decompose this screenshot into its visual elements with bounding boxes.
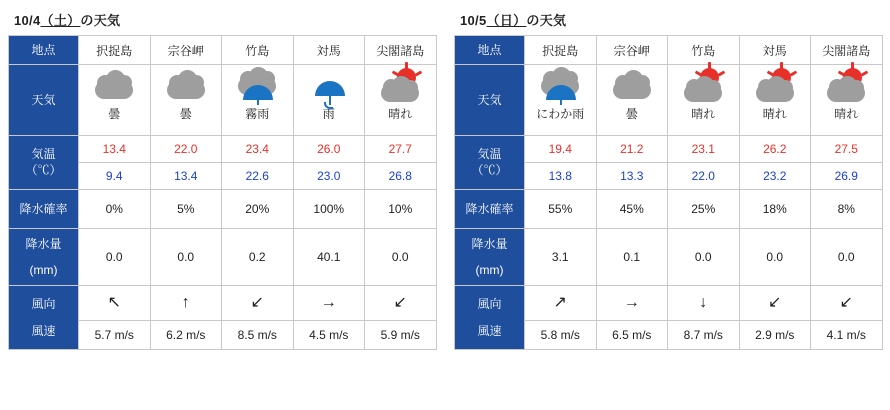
weather-label-0: 曇 [108,107,121,121]
wind-dir-4 [811,286,883,321]
location-header-0: 択捉島 [525,36,597,65]
weather-label-1: 曇 [179,107,192,121]
weather-cell-0 [525,65,597,136]
weather-panel-day2 [454,8,882,350]
table-row-locations [9,36,437,65]
wind-dir-2 [222,286,294,321]
rain-label-line2: (mm) [29,263,58,277]
weather-cell-4 [811,65,883,136]
table-row-rainfall [9,229,437,286]
temp-low-4: 26.8 [365,163,437,190]
rain-3: 0.0 [739,229,811,286]
rain-1: 0.0 [150,229,222,286]
wind-arrow-icon: → [320,294,337,311]
weather-panel-day1 [8,8,436,350]
wind-dir-3 [293,286,365,321]
temp-low-1: 13.4 [150,163,222,190]
wind-dir-4 [365,286,437,321]
location-header-1: 宗谷岬 [150,36,222,65]
cloudy-icon [609,67,655,107]
wind-arrow-icon: ↓ [699,294,708,311]
table-row-wind-direction [455,286,883,321]
temp-high-2: 23.4 [222,136,294,163]
row-header-pop: 降水確率 [9,190,79,229]
temp-low-1: 13.3 [596,163,668,190]
temp-low-2: 22.6 [222,163,294,190]
wind-arrow-icon: ↑ [181,294,190,311]
temp-label-line1: 気温 [31,146,56,161]
panel-dayofweek: （日） [486,13,527,28]
location-header-2: 竹島 [222,36,294,65]
wind-arrow-icon: ↙ [768,294,782,311]
table-row-pop [455,190,883,229]
wind-speed-2: 8.5 m/s [222,321,294,350]
row-header-location: 地点 [455,36,525,65]
wind-speed-0: 5.8 m/s [525,321,597,350]
temp-high-0: 13.4 [79,136,151,163]
temp-high-1: 22.0 [150,136,222,163]
weather-label-4: 晴れ [388,107,413,121]
rain-3: 40.1 [293,229,365,286]
table-row-weather [9,65,437,136]
panel-title-suffix: の天気 [80,13,121,28]
row-header-weather: 天気 [455,65,525,136]
temp-label-line2: （℃） [471,162,508,177]
row-header-temperature [455,136,525,190]
location-header-3: 対馬 [293,36,365,65]
rain-1: 0.1 [596,229,668,286]
cloud-rain-umbrella-icon [537,67,583,107]
umbrella-icon [306,67,352,107]
cloudy-icon [91,67,137,107]
rain-label-line2: (mm) [475,263,504,277]
panel-date: 10/5 [460,13,487,28]
pop-1: 45% [596,190,668,229]
wind-arrow-icon: ↙ [393,294,407,311]
temp-low-4: 26.9 [811,163,883,190]
temp-label-line1: 気温 [477,146,502,161]
rain-0: 0.0 [79,229,151,286]
weather-label-2: 霧雨 [245,107,270,121]
weather-cell-3 [293,65,365,136]
row-header-wind [455,286,525,350]
weather-cell-2 [222,65,294,136]
temp-low-0: 13.8 [525,163,597,190]
location-header-2: 竹島 [668,36,740,65]
sun-behind-cloud-icon [823,67,869,107]
temp-high-4: 27.7 [365,136,437,163]
table-row-temp-high [9,136,437,163]
pop-3: 18% [739,190,811,229]
location-header-4: 尖閣諸島 [365,36,437,65]
pop-2: 25% [668,190,740,229]
table-row-weather [455,65,883,136]
wind-arrow-icon: ↙ [250,294,264,311]
wind-dir-0 [525,286,597,321]
temp-high-3: 26.2 [739,136,811,163]
panel-title-day2 [460,10,882,29]
table-row-locations [455,36,883,65]
weather-cell-4 [365,65,437,136]
weather-cell-3 [739,65,811,136]
location-header-1: 宗谷岬 [596,36,668,65]
weather-cell-2 [668,65,740,136]
wind-dir-2 [668,286,740,321]
weather-cell-1 [150,65,222,136]
temp-high-1: 21.2 [596,136,668,163]
temp-low-3: 23.2 [739,163,811,190]
row-header-rainfall [455,229,525,286]
table-row-wind-direction [9,286,437,321]
wind-speed-0: 5.7 m/s [79,321,151,350]
wind-speed-3: 4.5 m/s [293,321,365,350]
wind-label-line2: 風速 [31,323,56,338]
temp-high-2: 23.1 [668,136,740,163]
wind-speed-1: 6.2 m/s [150,321,222,350]
weather-label-0: にわか雨 [536,107,585,121]
row-header-temperature [9,136,79,190]
wind-speed-4: 5.9 m/s [365,321,437,350]
row-header-weather: 天気 [9,65,79,136]
location-header-4: 尖閣諸島 [811,36,883,65]
row-header-wind [9,286,79,350]
rain-label-line1: 降水量 [471,236,508,251]
sun-behind-cloud-icon [377,67,423,107]
weather-label-2: 晴れ [691,107,716,121]
wind-dir-0 [79,286,151,321]
temp-high-0: 19.4 [525,136,597,163]
row-header-location: 地点 [9,36,79,65]
weather-label-3: 雨 [322,107,335,121]
cloud-rain-umbrella-icon [234,67,280,107]
wind-label-line2: 風速 [477,323,502,338]
wind-speed-4: 4.1 m/s [811,321,883,350]
wind-arrow-icon: ↗ [553,294,567,311]
weather-table-day2 [454,35,883,350]
panel-title-day1 [14,10,436,29]
sun-behind-cloud-icon [680,67,726,107]
pop-2: 20% [222,190,294,229]
rain-0: 3.1 [525,229,597,286]
sun-behind-cloud-icon [752,67,798,107]
panel-dayofweek: （土） [40,13,81,28]
pop-4: 8% [811,190,883,229]
rain-2: 0.2 [222,229,294,286]
weather-table-day1 [8,35,437,350]
temp-high-4: 27.5 [811,136,883,163]
pop-1: 5% [150,190,222,229]
weather-label-3: 晴れ [762,107,787,121]
table-row-temp-high [455,136,883,163]
table-row-rainfall [455,229,883,286]
row-header-pop: 降水確率 [455,190,525,229]
weather-label-4: 晴れ [834,107,859,121]
temp-low-0: 9.4 [79,163,151,190]
panel-title-suffix: の天気 [526,13,567,28]
wind-speed-1: 6.5 m/s [596,321,668,350]
wind-arrow-icon: → [623,294,640,311]
location-header-3: 対馬 [739,36,811,65]
location-header-0: 択捉島 [79,36,151,65]
pop-0: 55% [525,190,597,229]
rain-4: 0.0 [365,229,437,286]
wind-arrow-icon: ↙ [839,294,853,311]
weather-cell-0 [79,65,151,136]
cloudy-icon [163,67,209,107]
wind-dir-3 [739,286,811,321]
pop-3: 100% [293,190,365,229]
wind-speed-2: 8.7 m/s [668,321,740,350]
temp-label-line2: （℃） [25,162,62,177]
panel-date: 10/4 [14,13,41,28]
table-row-pop [9,190,437,229]
temp-low-3: 23.0 [293,163,365,190]
wind-speed-3: 2.9 m/s [739,321,811,350]
wind-label-line1: 風向 [31,297,56,312]
row-header-rainfall [9,229,79,286]
temp-high-3: 26.0 [293,136,365,163]
rain-4: 0.0 [811,229,883,286]
wind-dir-1 [596,286,668,321]
temp-low-2: 22.0 [668,163,740,190]
weather-cell-1 [596,65,668,136]
wind-dir-1 [150,286,222,321]
weather-label-1: 曇 [625,107,638,121]
pop-4: 10% [365,190,437,229]
rain-label-line1: 降水量 [25,236,62,251]
wind-arrow-icon: ↖ [107,294,121,311]
rain-2: 0.0 [668,229,740,286]
pop-0: 0% [79,190,151,229]
wind-label-line1: 風向 [477,297,502,312]
